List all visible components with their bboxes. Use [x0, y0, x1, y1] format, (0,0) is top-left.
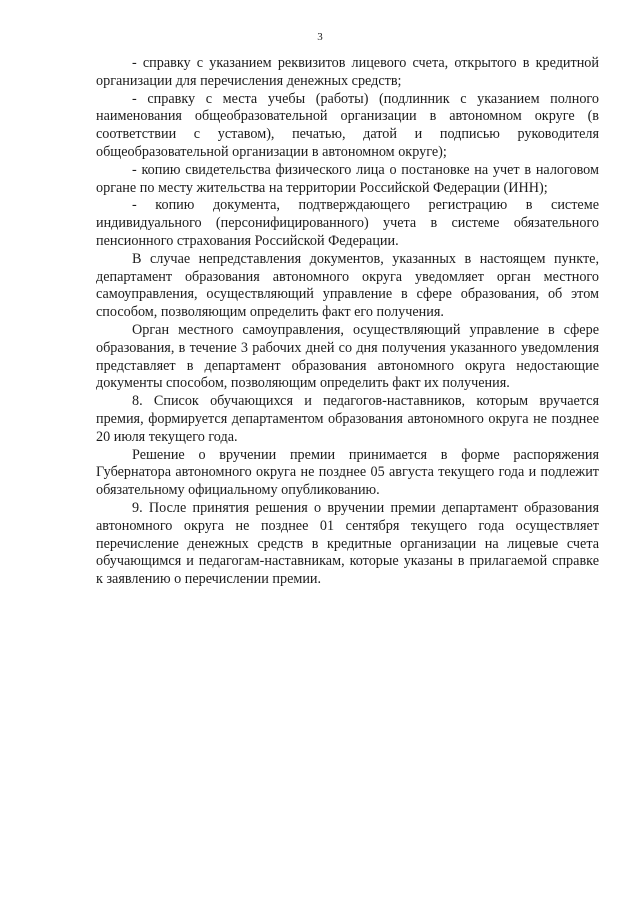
- paragraph-missing-documents-notice: В случае непредставления документов, указанных в настоящем пункте, департамент образования автономного округа уведомляет орган местного самоуправления, осуществляющий управление в сфере образования, об этом способом, позволяющим определить факт его получения.: [96, 250, 599, 321]
- paragraph-pension-registration-copy: - копию документа, подтверждающего регистрацию в системе индивидуального (персонифицированного) учета в системе обязательного пенсионного страхования Российской Федерации.: [96, 197, 599, 249]
- paragraph-study-work-certificate: - справку с места учебы (работы) (подлинник с указанием полного наименования общеобразовательной организации в автономном округе (в соответствии с уставом), печатью, датой и подписью руководителя общеобразовательной организации в автономном округе);: [96, 90, 599, 160]
- document-body: [96, 55, 599, 589]
- paragraph-bank-account-certificate: - справку с указанием реквизитов лицевого счета, открытого в кредитной организации для перечисления денежных средств;: [96, 55, 599, 89]
- page-number: 3: [317, 31, 323, 43]
- paragraph-clause-8: 8. Список обучающихся и педагогов-наставников, которым вручается премия, формируется департаментом образования автономного округа не позднее 20 июля текущего года.: [96, 393, 599, 445]
- paragraph-clause-9: 9. После принятия решения о вручении премии департамент образования автономного округа не позднее 01 сентября текущего года осуществляет перечисление денежных средств в кредитные организации на лицевые счета обучающимся и педагогам-наставникам, которые указаны в прилагаемой справке к заявлению о перечислении премии.: [96, 499, 599, 588]
- paragraph-award-decision: Решение о вручении премии принимается в форме распоряжения Губернатора автономного округа не позднее 05 августа текущего года и подлежит обязательному официальному опубликованию.: [96, 446, 599, 499]
- paragraph-local-authority-response: Орган местного самоуправления, осуществляющий управление в сфере образования, в течение 3 рабочих дней со дня получения указанного уведомления представляет в департамент образования автономного округа недостающие документы способом, позволяющим определить факт их получения.: [96, 321, 599, 392]
- paragraph-inn-copy: - копию свидетельства физического лица о постановке на учет в налоговом органе по месту жительства на территории Российской Федерации (ИНН);: [96, 161, 599, 196]
